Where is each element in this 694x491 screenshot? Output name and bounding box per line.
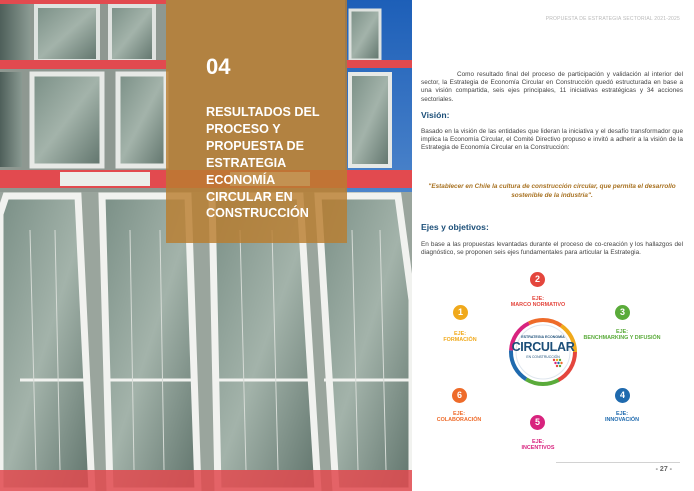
footer-rule <box>556 462 680 463</box>
page-number: - 27 - <box>655 466 672 473</box>
logo-top-text: ESTRATEGIA ECONOMÍA <box>521 335 565 339</box>
section-title-panel <box>166 0 347 243</box>
ejes-paragraph: En base a las propuestas levantadas durante el proceso de co-creación y los hallazgos del diagnóstico, se proponen seis ejes fundamentales para articular la Estrategia. <box>421 241 683 257</box>
axis-5-number: 5 <box>530 415 545 430</box>
section-number: 04 <box>206 54 231 79</box>
text-page <box>412 0 694 491</box>
section-title: RESULTADOS DEL PROCESO Y PROPUESTA DE ESTRATEGIA ECONOMÍA CIRCULAR EN CONSTRUCCIÓN <box>206 105 320 221</box>
axis-1-number: 1 <box>453 305 468 320</box>
axis-5-label: EJE: INCENTIVOS <box>521 439 555 452</box>
intro-paragraph: Como resultado final del proceso de participación y validación al interior del sector, la Estrategia de Economía Circular en Construcción quedó estructurada en base a una visión compartida, seis ejes principales, 11 iniciativas estratégicas y 34 acciones sectoriales. <box>421 71 683 103</box>
axis-3-number: 3 <box>615 305 630 320</box>
axis-6-label: EJE: COLABORACIÓN <box>436 411 482 424</box>
vision-quote: "Establecer en Chile la cultura de construcción circular, que permita el desarrollo sostenible de la industria". <box>428 183 676 199</box>
vision-heading: Visión: <box>421 110 450 120</box>
circular-strategy-logo <box>507 316 579 388</box>
axis-4-number: 4 <box>615 388 630 403</box>
axis-2-number: 2 <box>530 272 545 287</box>
vision-paragraph: Basado en la visión de las entidades que lideran la iniciativa y el desafío transformador que implica la Economía Circular, el Comité Directivo propuso e invitó a adherir a la visión de la Estrategia de Economía Circular en la Construcción: <box>421 128 683 152</box>
axis-3-label: EJE: BENCHMARKING Y DIFUSIÓN <box>583 329 661 342</box>
axis-6-number: 6 <box>452 388 467 403</box>
logo-dots-icon <box>552 358 566 368</box>
axis-1-label: EJE: FORMACIÓN <box>443 331 477 344</box>
axis-2-label: EJE: MARCO NORMATIVO <box>510 296 566 309</box>
logo-bottom-text: EN CONSTRUCCIÓN <box>526 355 560 359</box>
running-header: PROPUESTA DE ESTRATEGIA SECTORIAL 2021-2025 <box>545 16 680 22</box>
logo-main-text: CIRCULAR <box>511 340 575 354</box>
ejes-heading: Ejes y objetivos: <box>421 222 489 232</box>
axis-4-label: EJE: INNOVACIÓN <box>604 411 640 424</box>
